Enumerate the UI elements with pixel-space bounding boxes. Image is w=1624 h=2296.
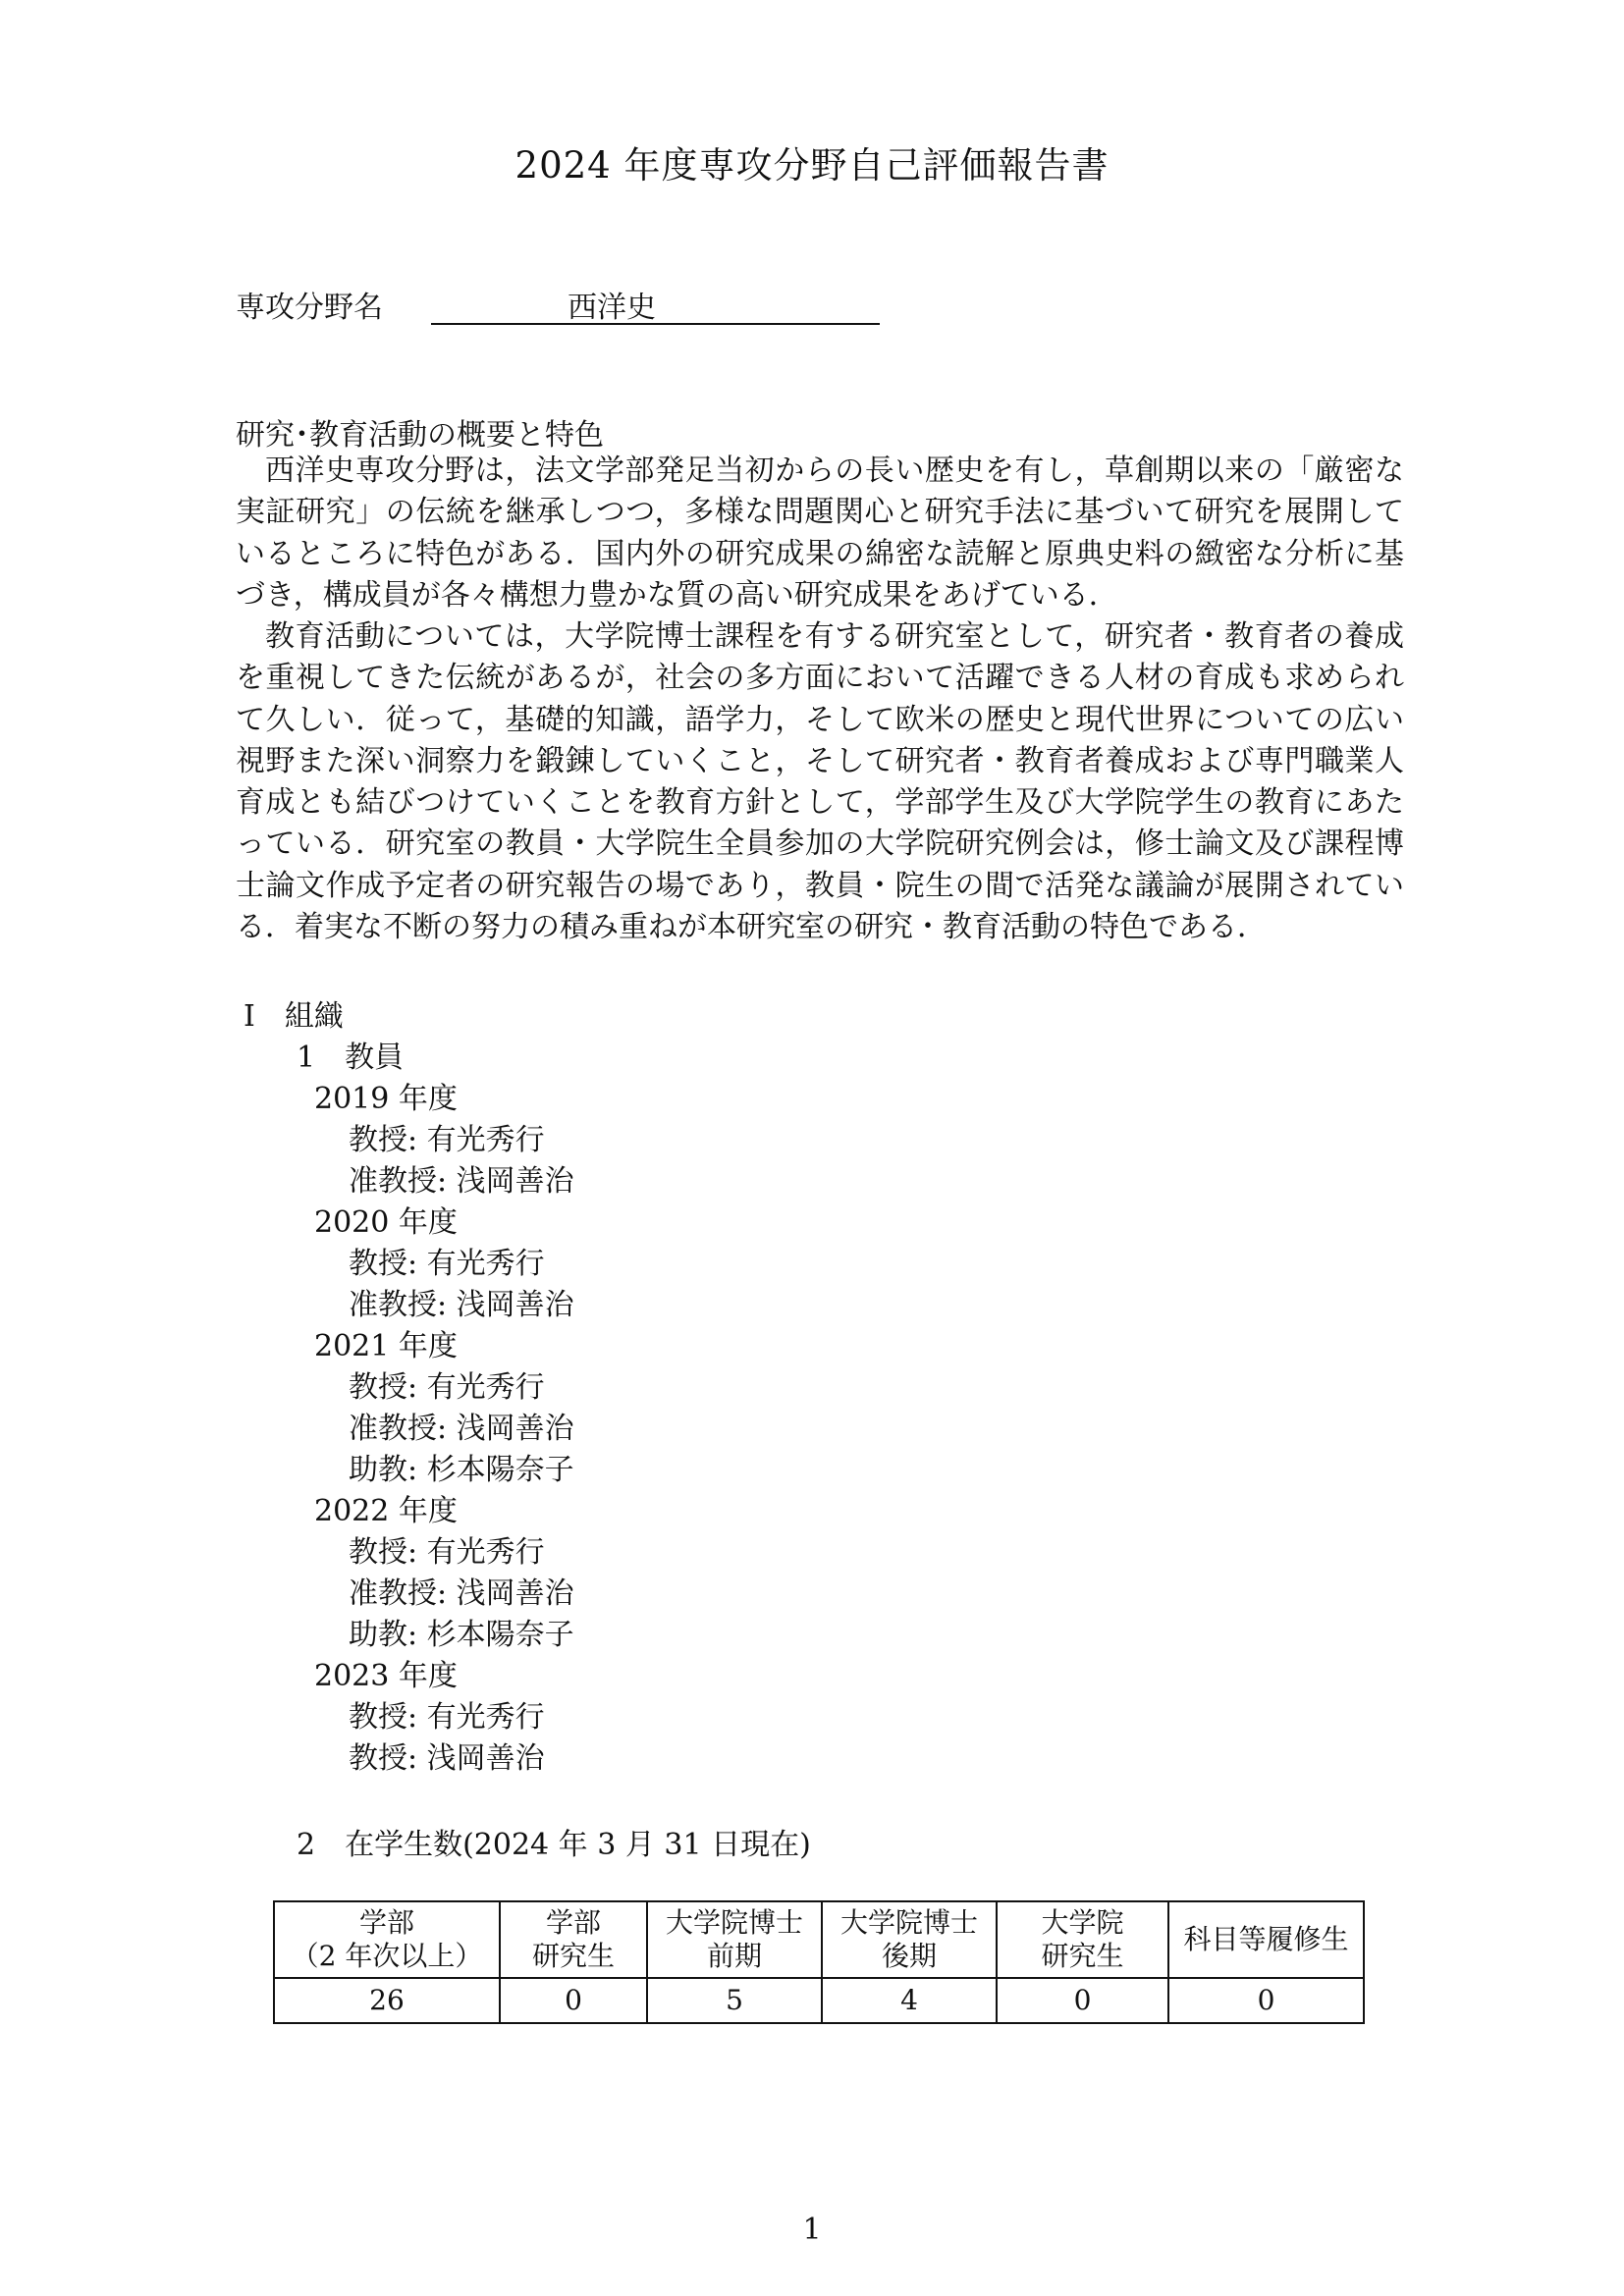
staff-entry: 准教授: 浅岡善治 <box>349 1288 574 1322</box>
year-label: 2020 年度 <box>314 1205 458 1240</box>
staff-entry: 教授: 有光秀行 <box>349 1535 545 1570</box>
faculty-heading: 1 教員 <box>297 1041 405 1075</box>
table-header-row <box>274 1901 1364 1978</box>
staff-entry: 准教授: 浅岡善治 <box>349 1412 574 1446</box>
students-heading: 2 在学生数(2024 年 3 月 31 日現在) <box>297 1828 811 1862</box>
table-cell: 0 <box>1168 1978 1364 2023</box>
staff-entry: 准教授: 浅岡善治 <box>349 1164 574 1199</box>
overview-paragraph-1: 西洋史専攻分野は，法文学部発足当初からの長い歴史を有し，草創期以来の「厳密な実証研究」の伝統を継承しつつ，多様な問題関心と研究手法に基づいて研究を展開しているところに特色がある．国内外の研究成果の綿密な読解と原典史料の緻密な分析に基づき，構成員が各々構想力豊かな質の高い研究成果をあげている． <box>236 454 1404 613</box>
table-cell: 0 <box>997 1978 1168 2023</box>
student-count-table <box>273 1900 1365 2024</box>
document-title: 2024 年度専攻分野自己評価報告書 <box>514 144 1110 187</box>
table-cell: 4 <box>822 1978 997 2023</box>
header-graduate-research: 大学院 研究生 <box>997 1901 1168 1978</box>
year-label: 2023 年度 <box>314 1659 458 1693</box>
header-undergrad: 学部 （2 年次以上） <box>274 1901 500 1978</box>
staff-entry: 教授: 有光秀行 <box>349 1123 545 1157</box>
header-masters: 大学院博士 前期 <box>647 1901 822 1978</box>
table-cell: 5 <box>647 1978 822 2023</box>
staff-entry: 助教: 杉本陽奈子 <box>349 1618 574 1652</box>
organization-heading: Ⅰ 組織 <box>244 999 344 1034</box>
page-number: 1 <box>802 2213 822 2247</box>
field-name-value: 西洋史 <box>568 291 656 325</box>
staff-entry: 教授: 有光秀行 <box>349 1370 545 1405</box>
table-cell: 0 <box>500 1978 647 2023</box>
overview-paragraph-2: 教育活動については，大学院博士課程を有する研究室として，研究者・教育者の養成を重視してきた伝統があるが，社会の多方面において活躍できる人材の育成も求められて久しい．従って，基礎的知識，語学力，そして欧米の歴史と現代世界についての広い視野また深い洞察力を鍛錬していくこと，そして研究者・教育者養成および専門職業人育成とも結びつけていくことを教育方針として，学部学生及び大学院学生の教育にあたっている．研究室の教員・大学院生全員参加の大学院研究例会は，修士論文及び課程博士論文作成予定者の研究報告の場であり，教員・院生の間で活発な議論が展開されている．着実な不断の努力の積み重ねが本研究室の研究・教育活動の特色である． <box>236 619 1404 945</box>
staff-entry: 教授: 有光秀行 <box>349 1700 545 1735</box>
overview-heading: 研究･教育活動の概要と特色 <box>236 418 604 453</box>
staff-entry: 教授: 有光秀行 <box>349 1247 545 1281</box>
staff-entry: 助教: 杉本陽奈子 <box>349 1453 574 1487</box>
field-name-label: 専攻分野名 <box>236 291 383 325</box>
staff-entry: 准教授: 浅岡善治 <box>349 1576 574 1611</box>
table-cell: 26 <box>274 1978 500 2023</box>
table-row <box>274 1978 1364 2023</box>
staff-entry: 教授: 浅岡善治 <box>349 1741 545 1776</box>
header-non-degree: 科目等履修生 <box>1168 1901 1364 1978</box>
year-label: 2019 年度 <box>314 1082 458 1116</box>
year-label: 2022 年度 <box>314 1494 458 1528</box>
header-undergrad-research: 学部 研究生 <box>500 1901 647 1978</box>
year-label: 2021 年度 <box>314 1329 458 1363</box>
header-doctoral: 大学院博士 後期 <box>822 1901 997 1978</box>
